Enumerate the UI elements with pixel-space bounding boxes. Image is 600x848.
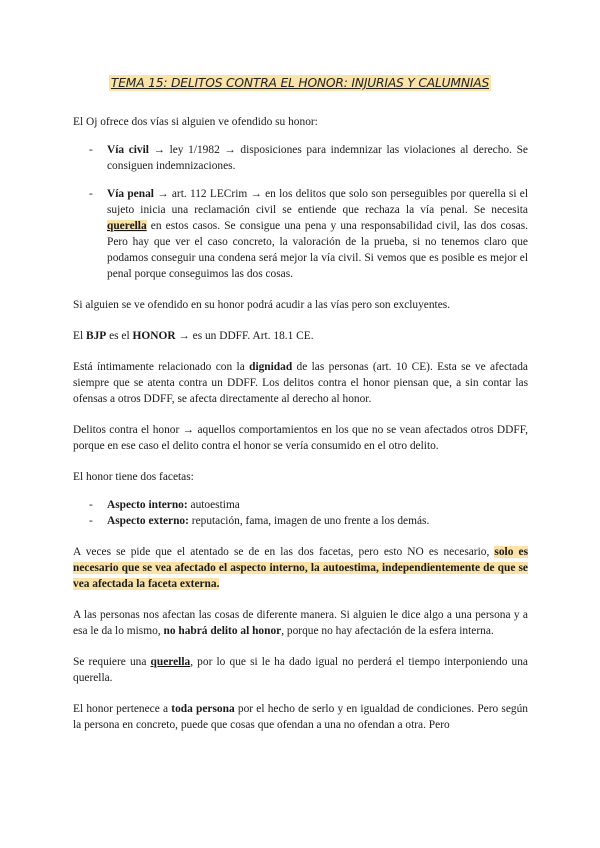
personas-pre: A las personas nos afectan las cosas de diferente manera. Si alguien le dice algo a una persona y a esa le da lo mismo, bbox=[73, 609, 528, 637]
atentado-paragraph bbox=[73, 544, 528, 592]
list-item-via-penal bbox=[107, 186, 528, 282]
requiere-querella: querella bbox=[150, 656, 191, 668]
requiere-post: , por lo que si le ha dado igual no perderá el tiempo interponiendo una querella. bbox=[73, 656, 528, 684]
pertenece-paragraph bbox=[73, 701, 528, 733]
faceta-externa-label: Aspecto externo: bbox=[107, 515, 189, 527]
via-penal-label: Vía penal bbox=[107, 188, 154, 200]
intro-paragraph: El Oj ofrece dos vías si alguien ve ofendido su honor: bbox=[73, 116, 318, 128]
faceta-interna-label: Aspecto interno: bbox=[107, 499, 188, 511]
requiere-pre: Se requiere una bbox=[73, 656, 151, 668]
personas-post: , porque no hay afectación de la esfera interna. bbox=[281, 625, 494, 637]
title-row bbox=[0, 0, 600, 92]
document-body bbox=[73, 114, 528, 748]
faceta-externa-text: reputación, fama, imagen de uno frente a los demás. bbox=[188, 515, 430, 527]
dignidad-pre: Está íntimamente relacionado con la bbox=[73, 361, 250, 373]
document-title: TEMA 15: DELITOS CONTRA EL HONOR: INJURIAS Y CALUMNIAS bbox=[110, 76, 490, 90]
bjp-mid: es el bbox=[106, 330, 133, 342]
pertenece-bold: toda persona bbox=[171, 703, 235, 715]
bjp-pre: El bbox=[73, 330, 86, 342]
list-item-faceta-interna bbox=[107, 497, 528, 513]
excluyentes-paragraph: Si alguien se ve ofendido en su honor podrá acudir a las vías pero son excluyentes. bbox=[73, 299, 451, 311]
dignidad-paragraph bbox=[73, 359, 528, 407]
facetas-list bbox=[73, 497, 528, 529]
vias-list bbox=[73, 142, 528, 282]
bjp-bold: BJP bbox=[85, 330, 107, 342]
via-penal-text-1: → art. 112 LECrim → en los delitos que solo son perseguibles por querella si el sujeto inicia una reclamación civil se entiende que rechaza la vía penal. Se necesita bbox=[107, 188, 528, 216]
bjp-paragraph bbox=[73, 328, 528, 344]
faceta-interna-text: autoestima bbox=[187, 499, 240, 511]
personas-paragraph bbox=[73, 607, 528, 639]
delitos-paragraph: Delitos contra el honor → aquellos comportamientos en los que no se vean afectados otros DDFF, porque en ese caso el delito contra el honor se vería consumido en el otro delito. bbox=[73, 424, 528, 452]
requiere-paragraph bbox=[73, 654, 528, 686]
dignidad-bold: dignidad bbox=[249, 361, 293, 373]
facetas-paragraph: El honor tiene dos facetas: bbox=[73, 471, 194, 483]
list-item-faceta-externa bbox=[107, 513, 528, 529]
personas-bold: no habrá delito al honor bbox=[163, 625, 282, 637]
honor-bold: HONOR bbox=[132, 330, 176, 342]
atentado-highlight: solo es necesario que se vea afectado el aspecto interno, la autoestima, independientemente de que se vea afectada la faceta externa. bbox=[73, 546, 529, 590]
via-penal-text-2: en estos casos. Se consigue una pena y una responsabilidad civil, las dos cosas. Pero hay que ver el caso concreto, la valoración de la prueba, si no tenemos claro que podamos conseguir una condena será mejor la vía civil. Si vemos que es posible es mejor el penal porque conseguimos las dos cosas. bbox=[107, 220, 528, 280]
via-civil-text: → ley 1/1982 → disposiciones para indemnizar las violaciones al derecho. Se consiguen indemnizaciones. bbox=[107, 144, 528, 172]
bjp-post: → es un DDFF. Art. 18.1 CE. bbox=[175, 330, 314, 342]
atentado-pre: A veces se pide que el atentado se de en las dos facetas, pero esto NO es necesario, bbox=[73, 546, 495, 558]
dignidad-post: de las personas (art. 10 CE). Esta se ve afectada siempre que se atenta contra un DDFF. Los delitos contra el honor piensan que, a sin contar las ofensas a otros DDFF, se afecta directamente al derecho al honor. bbox=[73, 361, 528, 405]
pertenece-pre: El honor pertenece a bbox=[73, 703, 172, 715]
querella-highlight: querella bbox=[107, 220, 147, 232]
list-item-via-civil bbox=[107, 142, 528, 174]
pertenece-post: por el hecho de serlo y en igualdad de condiciones. Pero según la persona en concreto, puede que cosas que ofendan a una no ofendan a otra. Pero bbox=[73, 703, 528, 731]
via-civil-label: Vía civil bbox=[107, 144, 149, 156]
